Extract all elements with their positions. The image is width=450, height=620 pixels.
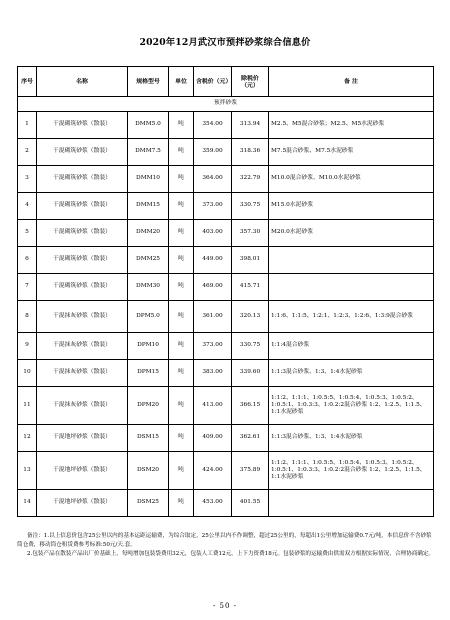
row-unit: 吨 <box>169 166 194 193</box>
row-note: M15.0水泥砂浆 <box>269 193 434 220</box>
row-price-tax: 469.00 <box>194 274 232 301</box>
row-no: 8 <box>18 301 37 333</box>
table-row <box>18 112 434 139</box>
row-unit: 吨 <box>169 360 194 387</box>
row-spec: DPM5.0 <box>128 301 169 333</box>
table-row <box>18 247 434 274</box>
row-price-tax: 449.00 <box>194 247 232 274</box>
row-price-tax: 361.00 <box>194 301 232 333</box>
row-unit: 吨 <box>169 139 194 166</box>
row-note: 1:1:2、1:1:1、1:0.5:5、1:0.5:4、1:0.5:3、1:0.5:2、1:0.5:1、1:0.3:3、1:0.2:2混合砂浆 1:2、1:2.5、1:1.5、1:1水泥砂浆 <box>269 387 434 425</box>
row-name: 干混地坪砂浆（散装） <box>37 452 128 490</box>
footnote-1: 备注：1.以上信息价包含25公里以内的基本运距运输费，为综合取定，25公里以内不作调整，超过25公里的，每超出1公里增加运输费0.7元/吨，本信息价不含砂浆筒仓费，移动筒仓租赁费参考标准:50元/天.套。 <box>17 533 432 548</box>
header-note: 备 注 <box>269 67 434 97</box>
row-name: 干混砌筑砂浆（散装） <box>37 247 128 274</box>
row-note: 1:1:2、1:1:1、1:0.5:5、1:0.5:4、1:0.5:3、1:0.5:2、1:0.5:1、1:0.3:3、1:0.2:2混合砂浆 1:2、1:2.5、1:1.5、1:1水泥砂浆 <box>269 452 434 490</box>
row-price-notax: 313.94 <box>232 112 269 139</box>
row-spec: DMM7.5 <box>128 139 169 166</box>
row-unit: 吨 <box>169 193 194 220</box>
table-row <box>18 387 434 425</box>
row-price-notax: 375.89 <box>232 452 269 490</box>
row-spec: DSM20 <box>128 452 169 490</box>
row-note: 1:1:4混合砂浆 <box>269 333 434 360</box>
row-name: 干混地坪砂浆（散装） <box>37 490 128 517</box>
row-name: 干混抹灰砂浆（散装） <box>37 387 128 425</box>
row-price-tax: 364.00 <box>194 166 232 193</box>
row-note <box>269 274 434 301</box>
footnote-2: 2.包装产品在散装产品出厂价基础上，每吨增加包装袋费用32元，包装人工费12元，上下力资费18元。包装砂浆的运输费由供需双方根据实际情况，合理协商确定。 <box>27 551 435 557</box>
row-price-notax: 366.15 <box>232 387 269 425</box>
row-note: 1:1:3混合砂浆、1:3、1:4水泥砂浆 <box>269 360 434 387</box>
footnote <box>17 532 435 559</box>
table-row <box>18 193 434 220</box>
row-spec: DMM20 <box>128 220 169 247</box>
section-row <box>18 97 434 112</box>
table-row <box>18 139 434 166</box>
row-spec: DSM15 <box>128 425 169 452</box>
row-price-tax: 424.00 <box>194 452 232 490</box>
table-row <box>18 425 434 452</box>
row-price-tax: 403.00 <box>194 220 232 247</box>
header-price-tax: 含税价（元） <box>194 67 232 97</box>
row-note: 1:1:6、1:1:5、1:2:1、1:2:3、1:2:6、1:3:9混合砂浆 <box>269 301 434 333</box>
header-name: 名称 <box>37 67 128 97</box>
table-row <box>18 166 434 193</box>
row-unit: 吨 <box>169 452 194 490</box>
row-price-notax: 330.75 <box>232 333 269 360</box>
table-row <box>18 452 434 490</box>
page-title: 2020年12月武汉市预拌砂浆综合信息价 <box>139 37 311 48</box>
row-note: M20.0水泥砂浆 <box>269 220 434 247</box>
header-no: 序号 <box>18 67 37 97</box>
row-no: 12 <box>18 425 37 452</box>
row-price-tax: 359.00 <box>194 139 232 166</box>
table-header-row <box>18 67 434 97</box>
row-price-tax: 373.00 <box>194 333 232 360</box>
row-name: 干混砌筑砂浆（散装） <box>37 193 128 220</box>
row-note: M10.0混合砂浆、M10.0水泥砂浆 <box>269 166 434 193</box>
row-no: 2 <box>18 139 37 166</box>
row-unit: 吨 <box>169 301 194 333</box>
header-unit: 单位 <box>169 67 194 97</box>
row-no: 3 <box>18 166 37 193</box>
row-unit: 吨 <box>169 425 194 452</box>
row-spec: DPM10 <box>128 333 169 360</box>
row-name: 干混抹灰砂浆（散装） <box>37 301 128 333</box>
price-table <box>17 66 434 517</box>
table-row <box>18 360 434 387</box>
row-price-notax: 357.30 <box>232 220 269 247</box>
row-unit: 吨 <box>169 333 194 360</box>
row-spec: DMM10 <box>128 166 169 193</box>
row-unit: 吨 <box>169 220 194 247</box>
row-no: 1 <box>18 112 37 139</box>
row-name: 干混砌筑砂浆（散装） <box>37 220 128 247</box>
page-number: - 50 - <box>212 602 238 610</box>
row-price-notax: 362.61 <box>232 425 269 452</box>
row-price-tax: 453.00 <box>194 490 232 517</box>
row-note: M7.5混合砂浆、M7.5水泥砂浆 <box>269 139 434 166</box>
header-spec: 规格型号 <box>128 67 169 97</box>
row-price-notax: 415.71 <box>232 274 269 301</box>
row-no: 7 <box>18 274 37 301</box>
row-price-notax: 318.36 <box>232 139 269 166</box>
row-price-notax: 401.55 <box>232 490 269 517</box>
table-row <box>18 333 434 360</box>
section-title: 预拌砂浆 <box>18 97 434 112</box>
row-no: 13 <box>18 452 37 490</box>
row-no: 4 <box>18 193 37 220</box>
row-spec: DMM5.0 <box>128 112 169 139</box>
row-name: 干混砌筑砂浆（散装） <box>37 166 128 193</box>
row-spec: DMM25 <box>128 247 169 274</box>
row-unit: 吨 <box>169 247 194 274</box>
row-no: 9 <box>18 333 37 360</box>
table-row <box>18 220 434 247</box>
row-unit: 吨 <box>169 274 194 301</box>
row-name: 干混抹灰砂浆（散装） <box>37 333 128 360</box>
row-price-notax: 322.79 <box>232 166 269 193</box>
row-price-notax: 330.75 <box>232 193 269 220</box>
row-no: 10 <box>18 360 37 387</box>
row-name: 干混地坪砂浆（散装） <box>37 425 128 452</box>
row-name: 干混砌筑砂浆（散装） <box>37 112 128 139</box>
row-price-notax: 339.60 <box>232 360 269 387</box>
row-name: 干混抹灰砂浆（散装） <box>37 360 128 387</box>
row-spec: DMM30 <box>128 274 169 301</box>
row-spec: DPM15 <box>128 360 169 387</box>
row-note: M2.5、M5混合砂浆；M2.5、M5水泥砂浆 <box>269 112 434 139</box>
table-row <box>18 490 434 517</box>
row-spec: DSM25 <box>128 490 169 517</box>
row-price-tax: 383.00 <box>194 360 232 387</box>
row-price-tax: 413.00 <box>194 387 232 425</box>
table-row <box>18 301 434 333</box>
row-price-tax: 373.00 <box>194 193 232 220</box>
row-unit: 吨 <box>169 490 194 517</box>
header-price-notax: 除税价（元） <box>232 67 269 97</box>
row-unit: 吨 <box>169 387 194 425</box>
row-note <box>269 247 434 274</box>
row-no: 11 <box>18 387 37 425</box>
row-name: 干混砌筑砂浆（散装） <box>37 274 128 301</box>
row-no: 14 <box>18 490 37 517</box>
row-price-tax: 409.00 <box>194 425 232 452</box>
row-no: 5 <box>18 220 37 247</box>
row-spec: DPM20 <box>128 387 169 425</box>
row-price-tax: 354.00 <box>194 112 232 139</box>
table-row <box>18 274 434 301</box>
row-name: 干混砌筑砂浆（散装） <box>37 139 128 166</box>
row-price-notax: 320.13 <box>232 301 269 333</box>
row-spec: DMM15 <box>128 193 169 220</box>
row-note <box>269 490 434 517</box>
row-no: 6 <box>18 247 37 274</box>
row-note: 1:1:3混合砂浆、1:3、1:4水泥砂浆 <box>269 425 434 452</box>
row-price-notax: 398.01 <box>232 247 269 274</box>
row-unit: 吨 <box>169 112 194 139</box>
